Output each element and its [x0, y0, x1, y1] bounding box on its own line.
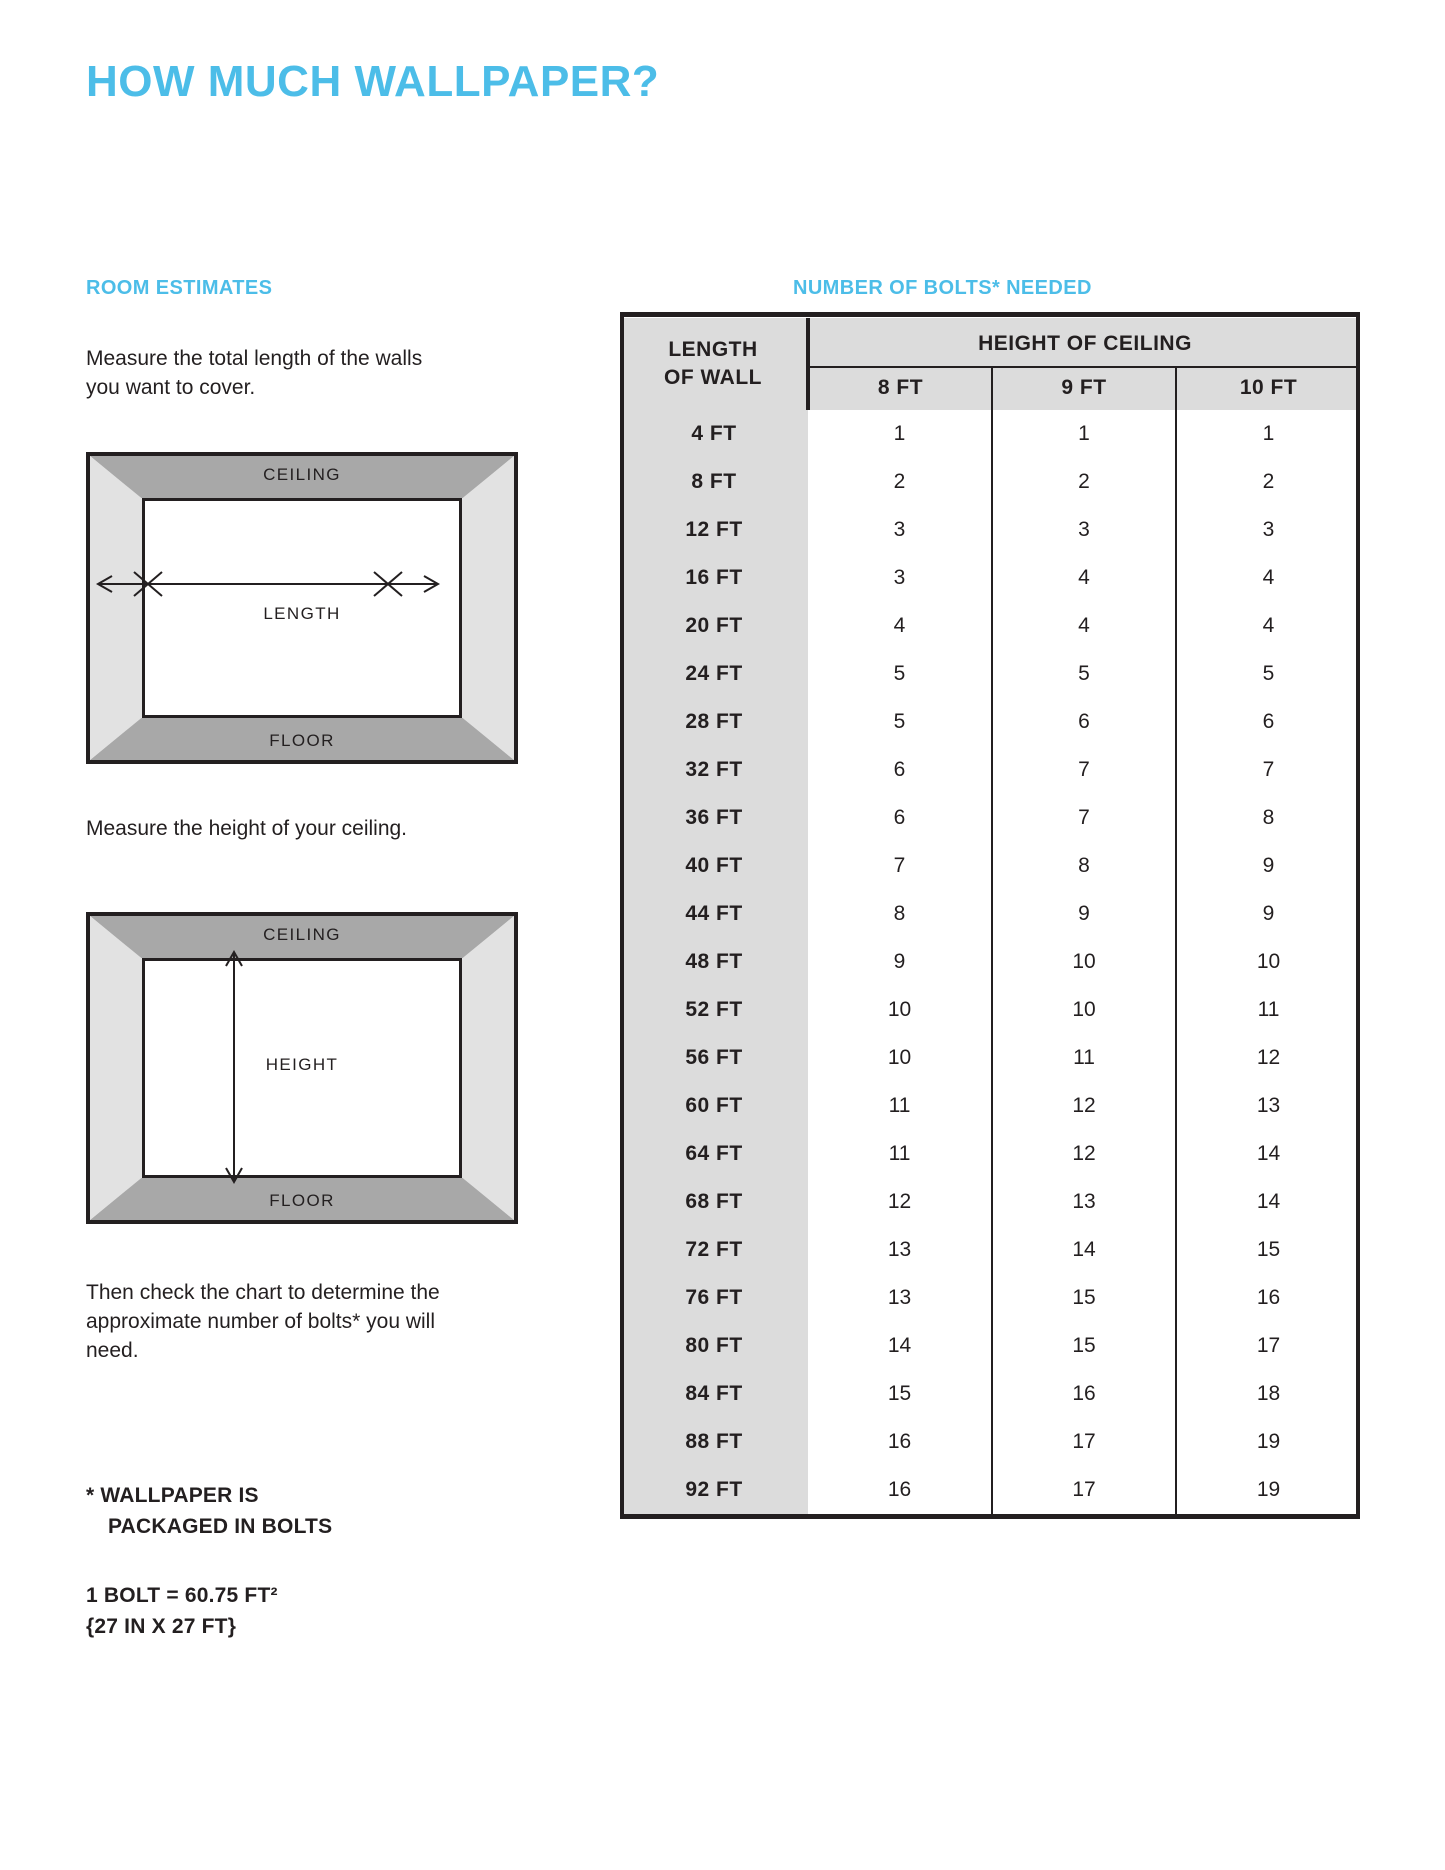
cell-10ft: 12	[1176, 1034, 1360, 1082]
table-row	[620, 410, 1360, 458]
footnote-line-3: 1 BOLT = 60.75 FT²	[86, 1584, 278, 1607]
cell-10ft: 6	[1176, 698, 1360, 746]
table-row	[620, 1322, 1360, 1370]
cell-9ft: 4	[992, 554, 1176, 602]
row-label: 60 FT	[620, 1082, 808, 1130]
cell-10ft: 4	[1176, 554, 1360, 602]
diagram1-floor-label: FLOOR	[269, 731, 335, 750]
cell-10ft: 16	[1176, 1274, 1360, 1322]
row-label: 64 FT	[620, 1130, 808, 1178]
row-label: 88 FT	[620, 1418, 808, 1466]
diagram1-measure-label: LENGTH	[263, 604, 341, 623]
cell-8ft: 5	[808, 698, 992, 746]
cell-10ft: 3	[1176, 506, 1360, 554]
cell-9ft: 17	[992, 1418, 1176, 1466]
cell-10ft: 4	[1176, 602, 1360, 650]
cell-8ft: 6	[808, 794, 992, 842]
row-label: 28 FT	[620, 698, 808, 746]
cell-9ft: 7	[992, 794, 1176, 842]
cell-9ft: 7	[992, 746, 1176, 794]
table-row	[620, 506, 1360, 554]
page-title: HOW MUCH WALLPAPER?	[86, 57, 660, 106]
instruction-step-3: Then check the chart to determine the approximate number of bolts* you will need.	[86, 1281, 440, 1362]
column-header-9ft: 9 FT	[992, 367, 1176, 410]
table-row	[620, 746, 1360, 794]
room-diagram-length	[86, 452, 518, 764]
cell-8ft: 3	[808, 506, 992, 554]
cell-10ft: 10	[1176, 938, 1360, 986]
section-heading-bolts-needed: NUMBER OF BOLTS* NEEDED	[793, 277, 1092, 299]
row-label: 84 FT	[620, 1370, 808, 1418]
cell-10ft: 18	[1176, 1370, 1360, 1418]
cell-9ft: 10	[992, 938, 1176, 986]
row-label: 8 FT	[620, 458, 808, 506]
cell-9ft: 13	[992, 1178, 1176, 1226]
table-row	[620, 698, 1360, 746]
row-label: 16 FT	[620, 554, 808, 602]
cell-8ft: 3	[808, 554, 992, 602]
diagram2-measure-label: HEIGHT	[265, 1055, 339, 1074]
cell-9ft: 16	[992, 1370, 1176, 1418]
cell-10ft: 19	[1176, 1418, 1360, 1466]
cell-10ft: 2	[1176, 458, 1360, 506]
cell-9ft: 9	[992, 890, 1176, 938]
footnote-line-2: PACKAGED IN BOLTS	[108, 1515, 333, 1538]
bolts-table	[620, 318, 1360, 1514]
table-row	[620, 794, 1360, 842]
row-label: 76 FT	[620, 1274, 808, 1322]
length-of-wall-line1: LENGTH	[668, 338, 758, 361]
cell-8ft: 5	[808, 650, 992, 698]
diagram2-floor-label: FLOOR	[269, 1191, 335, 1210]
cell-9ft: 8	[992, 842, 1176, 890]
table-row	[620, 986, 1360, 1034]
row-label: 68 FT	[620, 1178, 808, 1226]
footnote-wallpaper-bolts	[86, 1480, 486, 1542]
table-row	[620, 1178, 1360, 1226]
cell-9ft: 12	[992, 1130, 1176, 1178]
row-label: 80 FT	[620, 1322, 808, 1370]
row-label: 4 FT	[620, 410, 808, 458]
table-row	[620, 602, 1360, 650]
section-heading-room-estimates: ROOM ESTIMATES	[86, 277, 273, 299]
cell-10ft: 14	[1176, 1178, 1360, 1226]
length-of-wall-line2: OF WALL	[664, 366, 762, 389]
footnote-bolt-size	[86, 1580, 486, 1642]
cell-8ft: 2	[808, 458, 992, 506]
cell-10ft: 11	[1176, 986, 1360, 1034]
table-row	[620, 938, 1360, 986]
instruction-step-2: Measure the height of your ceiling.	[86, 817, 408, 840]
table-row	[620, 1226, 1360, 1274]
table-row	[620, 554, 1360, 602]
cell-8ft: 13	[808, 1226, 992, 1274]
column-header-8ft: 8 FT	[808, 367, 992, 410]
cell-8ft: 14	[808, 1322, 992, 1370]
row-label: 32 FT	[620, 746, 808, 794]
row-label: 52 FT	[620, 986, 808, 1034]
footnote-line-1: * WALLPAPER IS	[86, 1484, 259, 1507]
table-row	[620, 1130, 1360, 1178]
cell-8ft: 11	[808, 1082, 992, 1130]
cell-9ft: 11	[992, 1034, 1176, 1082]
cell-8ft: 1	[808, 410, 992, 458]
table-bottom-border	[620, 1514, 1360, 1519]
diagram1-ceiling-label: CEILING	[263, 465, 341, 484]
cell-8ft: 16	[808, 1418, 992, 1466]
table-row	[620, 1370, 1360, 1418]
cell-8ft: 11	[808, 1130, 992, 1178]
cell-8ft: 6	[808, 746, 992, 794]
row-label: 48 FT	[620, 938, 808, 986]
row-label: 92 FT	[620, 1466, 808, 1514]
cell-10ft: 9	[1176, 890, 1360, 938]
cell-9ft: 15	[992, 1274, 1176, 1322]
cell-9ft: 17	[992, 1466, 1176, 1514]
cell-9ft: 5	[992, 650, 1176, 698]
row-label: 72 FT	[620, 1226, 808, 1274]
footnote-line-4: {27 IN X 27 FT}	[86, 1615, 237, 1638]
table-row	[620, 1082, 1360, 1130]
cell-10ft: 19	[1176, 1466, 1360, 1514]
room-diagram-height	[86, 912, 518, 1224]
cell-10ft: 15	[1176, 1226, 1360, 1274]
cell-8ft: 15	[808, 1370, 992, 1418]
cell-9ft: 10	[992, 986, 1176, 1034]
table-row	[620, 842, 1360, 890]
row-label: 56 FT	[620, 1034, 808, 1082]
table-header-row-group	[620, 318, 1360, 367]
cell-9ft: 14	[992, 1226, 1176, 1274]
cell-8ft: 12	[808, 1178, 992, 1226]
cell-9ft: 2	[992, 458, 1176, 506]
cell-9ft: 6	[992, 698, 1176, 746]
cell-8ft: 16	[808, 1466, 992, 1514]
cell-9ft: 15	[992, 1322, 1176, 1370]
instruction-step-1: Measure the total length of the walls you want to cover.	[86, 347, 423, 399]
cell-10ft: 13	[1176, 1082, 1360, 1130]
table-row	[620, 1418, 1360, 1466]
row-label: 44 FT	[620, 890, 808, 938]
table-row	[620, 650, 1360, 698]
table-right-border	[1356, 312, 1360, 1514]
cell-8ft: 4	[808, 602, 992, 650]
column-group-header-height-of-ceiling: HEIGHT OF CEILING	[808, 318, 1360, 367]
table-row	[620, 1466, 1360, 1514]
row-label: 24 FT	[620, 650, 808, 698]
table-row	[620, 1034, 1360, 1082]
column-header-length-of-wall	[620, 318, 808, 410]
cell-10ft: 9	[1176, 842, 1360, 890]
row-label: 40 FT	[620, 842, 808, 890]
cell-8ft: 13	[808, 1274, 992, 1322]
row-label: 20 FT	[620, 602, 808, 650]
table-row	[620, 458, 1360, 506]
cell-10ft: 8	[1176, 794, 1360, 842]
cell-10ft: 17	[1176, 1322, 1360, 1370]
cell-8ft: 10	[808, 1034, 992, 1082]
table-row	[620, 1274, 1360, 1322]
table-row	[620, 890, 1360, 938]
cell-9ft: 3	[992, 506, 1176, 554]
table-top-border	[620, 312, 1360, 317]
cell-10ft: 1	[1176, 410, 1360, 458]
cell-8ft: 10	[808, 986, 992, 1034]
row-label: 12 FT	[620, 506, 808, 554]
cell-8ft: 9	[808, 938, 992, 986]
table-left-border	[620, 312, 624, 1514]
row-label: 36 FT	[620, 794, 808, 842]
cell-8ft: 7	[808, 842, 992, 890]
diagram2-ceiling-label: CEILING	[263, 925, 341, 944]
cell-9ft: 1	[992, 410, 1176, 458]
cell-10ft: 5	[1176, 650, 1360, 698]
cell-10ft: 14	[1176, 1130, 1360, 1178]
cell-10ft: 7	[1176, 746, 1360, 794]
cell-9ft: 12	[992, 1082, 1176, 1130]
cell-9ft: 4	[992, 602, 1176, 650]
column-header-10ft: 10 FT	[1176, 367, 1360, 410]
cell-8ft: 8	[808, 890, 992, 938]
